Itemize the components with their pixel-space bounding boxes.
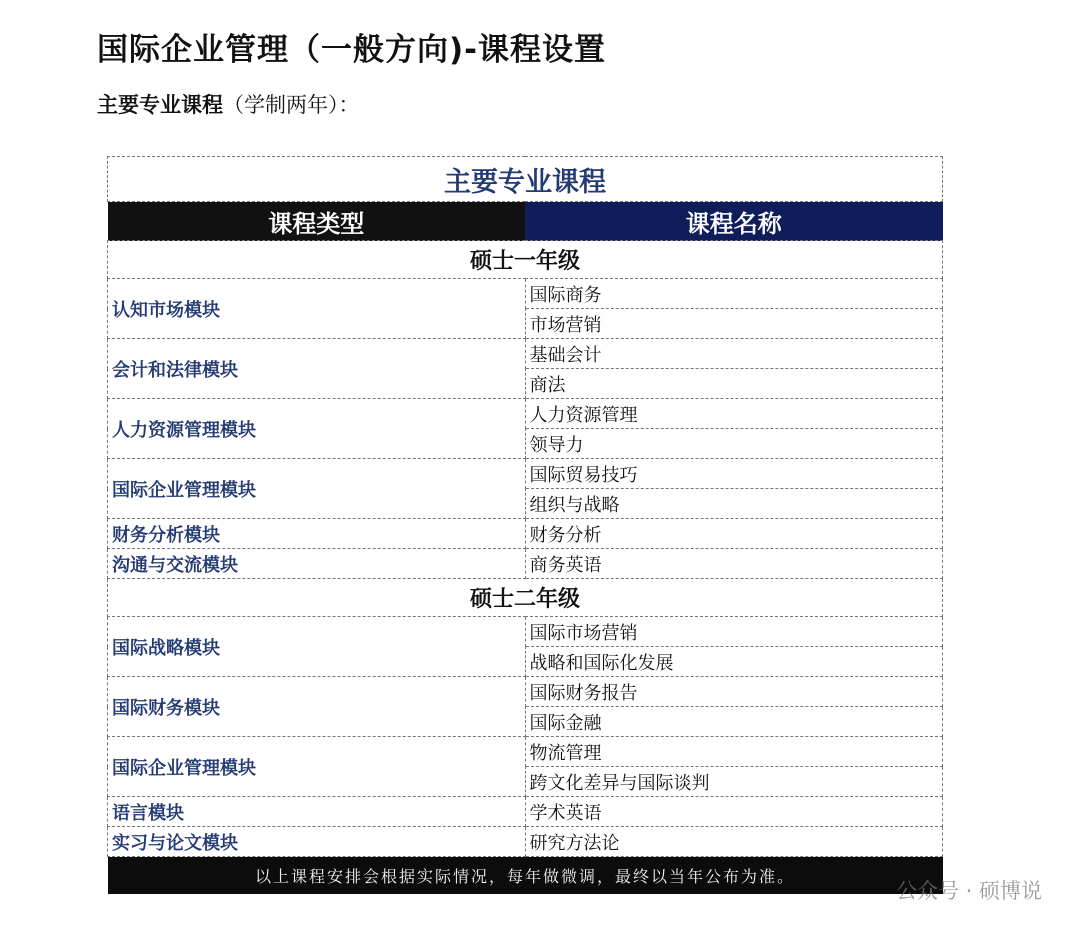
year-label: 硕士二年级 [108, 579, 943, 617]
table-row [108, 677, 943, 707]
module-name: 国际战略模块 [108, 617, 526, 677]
course-name: 国际金融 [525, 707, 943, 737]
module-name: 人力资源管理模块 [108, 399, 526, 459]
course-name: 财务分析 [525, 519, 943, 549]
course-name: 国际市场营销 [525, 617, 943, 647]
table-row [108, 279, 943, 309]
course-name: 跨文化差异与国际谈判 [525, 767, 943, 797]
table-row [108, 797, 943, 827]
course-name: 组织与战略 [525, 489, 943, 519]
table-row [108, 827, 943, 857]
course-name: 国际财务报告 [525, 677, 943, 707]
table-row [108, 519, 943, 549]
module-name: 认知市场模块 [108, 279, 526, 339]
subtitle [97, 89, 360, 119]
table-row [108, 549, 943, 579]
course-name: 商法 [525, 369, 943, 399]
course-name: 国际商务 [525, 279, 943, 309]
table-caption-row [108, 157, 943, 202]
table-header-row [108, 202, 943, 241]
course-table-container [107, 156, 943, 894]
module-name: 国际财务模块 [108, 677, 526, 737]
course-name: 基础会计 [525, 339, 943, 369]
course-name: 国际贸易技巧 [525, 459, 943, 489]
course-name: 领导力 [525, 429, 943, 459]
year-label: 硕士一年级 [108, 241, 943, 279]
table-caption: 主要专业课程 [108, 157, 943, 202]
module-name: 国际企业管理模块 [108, 737, 526, 797]
module-name: 会计和法律模块 [108, 339, 526, 399]
year-row [108, 241, 943, 279]
course-table-body [108, 157, 943, 895]
course-name: 人力资源管理 [525, 399, 943, 429]
module-name: 沟通与交流模块 [108, 549, 526, 579]
course-name: 战略和国际化发展 [525, 647, 943, 677]
page-title: 国际企业管理（一般方向)-课程设置 [97, 32, 607, 68]
table-row [108, 399, 943, 429]
course-name: 研究方法论 [525, 827, 943, 857]
module-name: 语言模块 [108, 797, 526, 827]
course-name: 物流管理 [525, 737, 943, 767]
course-name: 学术英语 [525, 797, 943, 827]
module-name: 实习与论文模块 [108, 827, 526, 857]
course-table [107, 156, 943, 894]
subtitle-note: （学制两年）： [223, 93, 360, 117]
table-row [108, 459, 943, 489]
course-name: 商务英语 [525, 549, 943, 579]
table-footer-note: 以上课程安排会根据实际情况，每年做微调，最终以当年公布为准。 [108, 857, 943, 895]
header-course-name: 课程名称 [525, 202, 943, 241]
module-name: 国际企业管理模块 [108, 459, 526, 519]
table-footer-row [108, 857, 943, 895]
watermark: 公众号 · 硕博说 [895, 879, 1042, 903]
subtitle-bold: 主要专业课程 [97, 93, 223, 117]
module-name: 财务分析模块 [108, 519, 526, 549]
course-name: 市场营销 [525, 309, 943, 339]
table-row [108, 617, 943, 647]
table-row [108, 339, 943, 369]
table-row [108, 737, 943, 767]
year-row [108, 579, 943, 617]
header-course-type: 课程类型 [108, 202, 526, 241]
